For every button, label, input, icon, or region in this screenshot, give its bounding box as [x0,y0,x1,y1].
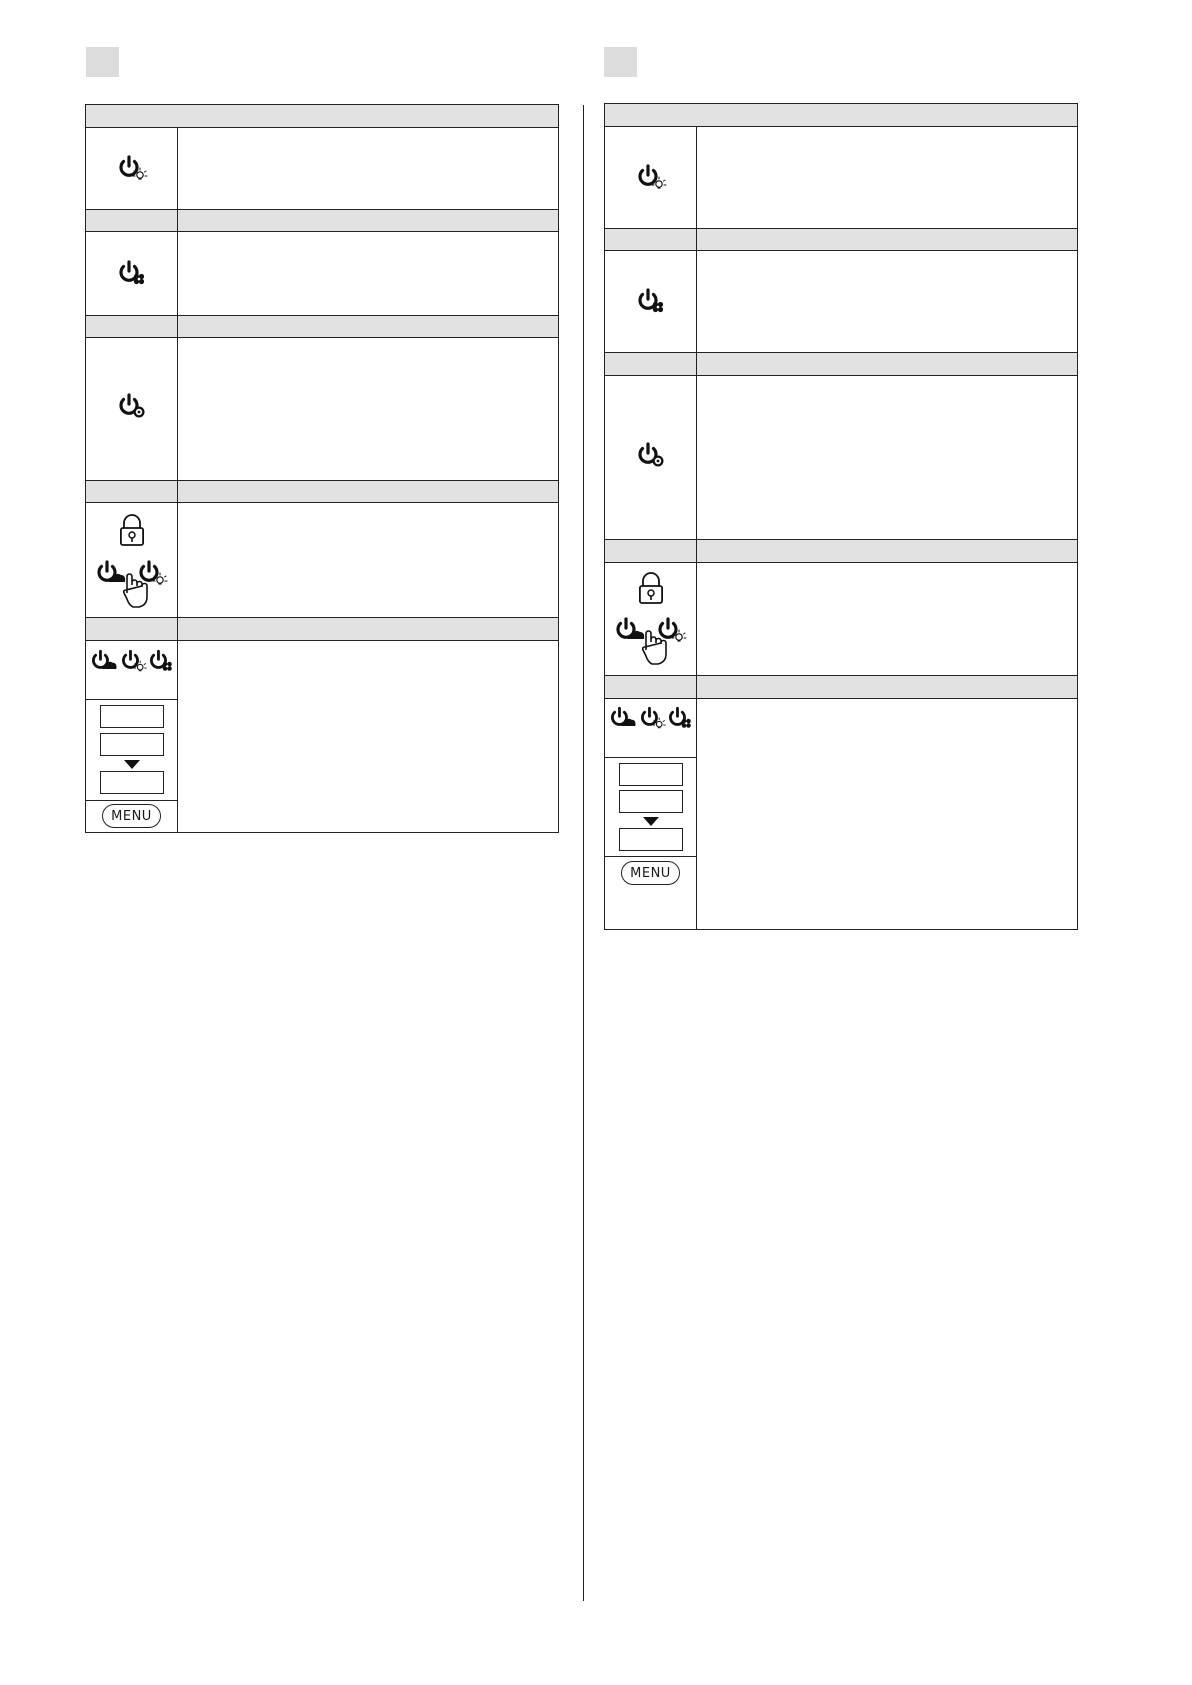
table-header-row [86,315,558,338]
power-light-icon [635,162,669,192]
display-box [619,790,683,813]
power-settings-icon [635,440,669,470]
cell-divider [605,757,696,758]
table-header-row [605,352,1077,376]
table-header-row [605,539,1077,563]
power-settings-icon [116,391,150,421]
left-function-table [85,104,559,833]
hand-press-icon [123,569,151,611]
display-box [619,828,683,851]
section-marker-left [86,47,119,77]
power-cloud-icon [89,647,119,675]
right-function-table [604,103,1078,930]
menu-button[interactable]: MENU [102,804,161,828]
column-separator [696,127,697,929]
power-fan-icon [666,704,696,732]
power-fan-icon [147,647,177,675]
display-box [100,771,164,794]
lock-icon [638,572,664,604]
power-cloud-icon [608,704,638,732]
column-separator [177,128,178,832]
table-header-row [605,104,1077,127]
table-header-row [86,105,558,128]
lock-icon [119,514,145,546]
hand-press-icon [642,626,670,668]
display-box [619,763,683,786]
display-box [100,705,164,728]
cell-divider [86,800,177,801]
table-header-row [86,209,558,232]
table-header-row [86,617,558,641]
arrow-down-icon [124,760,140,769]
arrow-down-icon [643,817,659,826]
cell-divider [86,699,177,700]
column-divider [583,105,584,1601]
power-light-icon [638,704,668,732]
power-light-icon [119,647,149,675]
power-light-icon [116,153,150,183]
table-header-row [86,480,558,503]
table-header-row [605,228,1077,251]
menu-button[interactable]: MENU [621,861,680,885]
section-marker-right [604,47,637,77]
display-box [100,733,164,756]
power-fan-icon [635,286,669,316]
cell-divider [605,856,696,857]
power-fan-icon [116,258,150,288]
table-header-row [605,675,1077,699]
